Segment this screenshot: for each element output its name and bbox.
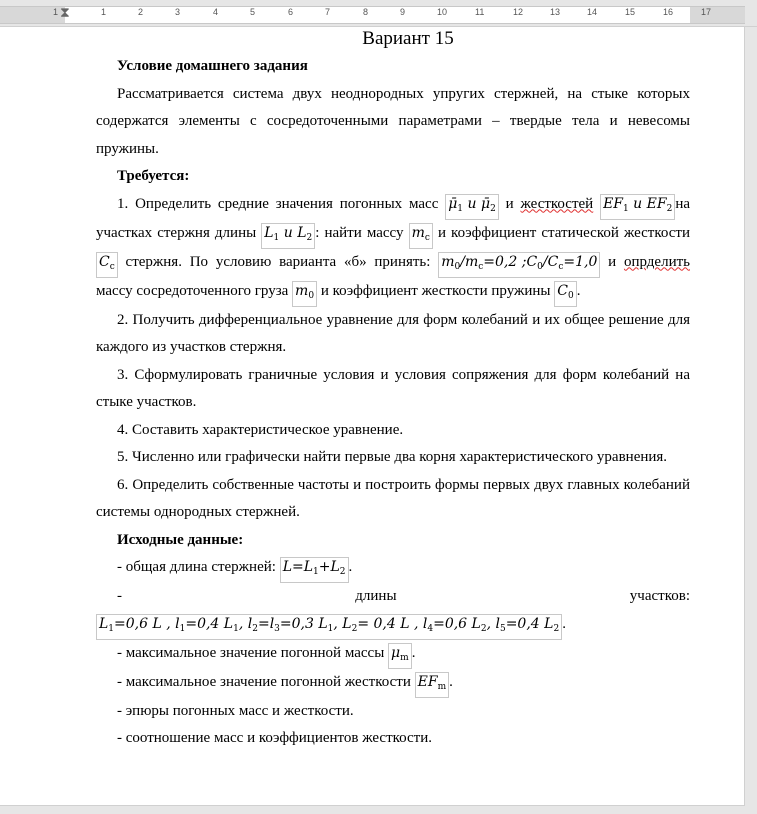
ruler-number: 5 <box>250 7 256 17</box>
paragraph: 5. Численно или графически найти первые два корня характеристического уравнения. <box>117 449 668 465</box>
document-page[interactable] <box>96 27 690 753</box>
ruler-number: 8 <box>363 7 369 17</box>
spellcheck-word[interactable]: опрделить <box>623 253 690 270</box>
math-formula[interactable]: $m_c$ <box>409 223 433 249</box>
vertical-scrollbar[interactable] <box>744 27 757 814</box>
math-formula[interactable]: $\mu_m$ <box>388 643 412 669</box>
math-formula[interactable]: $L=L_1+L_2$ <box>280 557 349 583</box>
indent-marker[interactable]: ⧗ <box>60 5 70 21</box>
ruler-number: 11 <box>475 7 485 17</box>
ruler-number: 14 <box>587 7 598 17</box>
paragraph: - максимальное значение погонной массы $\mu_m$ . <box>96 640 690 669</box>
ruler-number: 2 <box>138 7 144 17</box>
horizontal-ruler[interactable] <box>0 0 757 27</box>
ruler-number: 4 <box>213 7 219 17</box>
ruler-number: 10 <box>437 7 448 17</box>
paragraph: 6. Определить собственные частоты и построить формы первых двух главных колебаний системы однородных стержней. <box>96 476 690 520</box>
paragraph: Рассматривается система двух неоднородных упругих стержней, на стыке которых содержатся элементы с сосредоточенными параметрами – твердые тела и невесомы пружины. <box>96 85 690 157</box>
paragraph: - соотношение масс и коэффициентов жесткости. <box>117 730 433 746</box>
math-formula[interactable]: $C_c$ <box>96 252 118 278</box>
document-body <box>96 53 690 753</box>
math-formula[interactable]: $C_0$ <box>554 281 576 307</box>
ruler-number: 13 <box>550 7 561 17</box>
paragraph: 2. Получить дифференциальное уравнение для форм колебаний и их общее решение для каждого из участков стержня. <box>96 311 690 355</box>
paragraph: - эпюры погонных масс и жесткости. <box>117 702 354 719</box>
paragraph: 4. Составить характеристическое уравнение. <box>117 421 404 438</box>
math-formula[interactable]: $m_0/m_c=0,2$ $;C_0/C_c=1,0$ <box>438 252 600 278</box>
math-formula[interactable]: $L_1$ u $L_2$ <box>261 223 315 249</box>
paragraph: - максимальное значение погонной жесткости $EF_m$ . <box>96 669 690 698</box>
paragraph: Условие домашнего задания <box>117 58 308 74</box>
math-formula[interactable]: $EF_m$ <box>415 672 449 698</box>
ruler-number: 6 <box>288 7 294 17</box>
ruler-number: 7 <box>325 7 331 17</box>
paragraph: 1. Определить средние значения погонных масс $\mū_1$ u $\mū_2$ и жесткостей $EF_1$ u $EF_2$ на участках стержня длины $L_1$ u $L_2$ : найти массу $m_c$ и коэффициент статической жесткости $C_c$ стержня. По условию варианта «б» принять: $m_0/m_c=0,2$ $;C_0/C_c=1,0$ и опрделить массу сосредоточенного груза $m_0$ и коэффициент жесткости пружины $C_0$ . <box>96 191 690 307</box>
spellcheck-word[interactable]: жесткостей <box>520 195 594 212</box>
ruler-number: 16 <box>663 7 674 17</box>
math-formula[interactable]: $L_1=0,6$ L , $l_1=0,4$ $L_1$, $l_2=l_3=0,3$ $L_1$, $L_2= 0,4$ L , $l_4=0,6$ $L_2$, $l_5=0,4$ $L_2$ <box>96 614 562 640</box>
ruler-number: 15 <box>625 7 636 17</box>
ruler-number: 1 <box>53 7 59 17</box>
document-title: Вариант 15 <box>362 28 454 49</box>
paragraph: - длины участков: $L_1=0,6$ L , $l_1=0,4$ $L_1$, $l_2=l_3=0,3$ $L_1$, $L_2= 0,4$ L , $l_4=0,6$ $L_2$, $l_5=0,4$ $L_2$ . <box>96 583 690 640</box>
page-gap <box>0 805 745 814</box>
math-formula[interactable]: $\mū_1$ u $\mū_2$ <box>445 194 499 220</box>
ruler-number: 3 <box>175 7 181 17</box>
ruler-number: 17 <box>701 7 712 17</box>
ruler-number: 1 <box>101 7 107 17</box>
paragraph: - общая длина стержней: $L=L_1+L_2$ . <box>96 554 690 583</box>
ruler-number: 12 <box>513 7 524 17</box>
paragraph: Исходные данные: <box>117 531 244 548</box>
paragraph: Требуется: <box>117 168 190 184</box>
ruler-number: 9 <box>400 7 406 17</box>
math-formula[interactable]: $m_0$ <box>292 281 317 307</box>
math-formula[interactable]: $EF_1$ u $EF_2$ <box>600 194 675 220</box>
paragraph: 3. Сформулировать граничные условия и условия сопряжения для форм колебаний на стыке участков. <box>96 366 690 410</box>
